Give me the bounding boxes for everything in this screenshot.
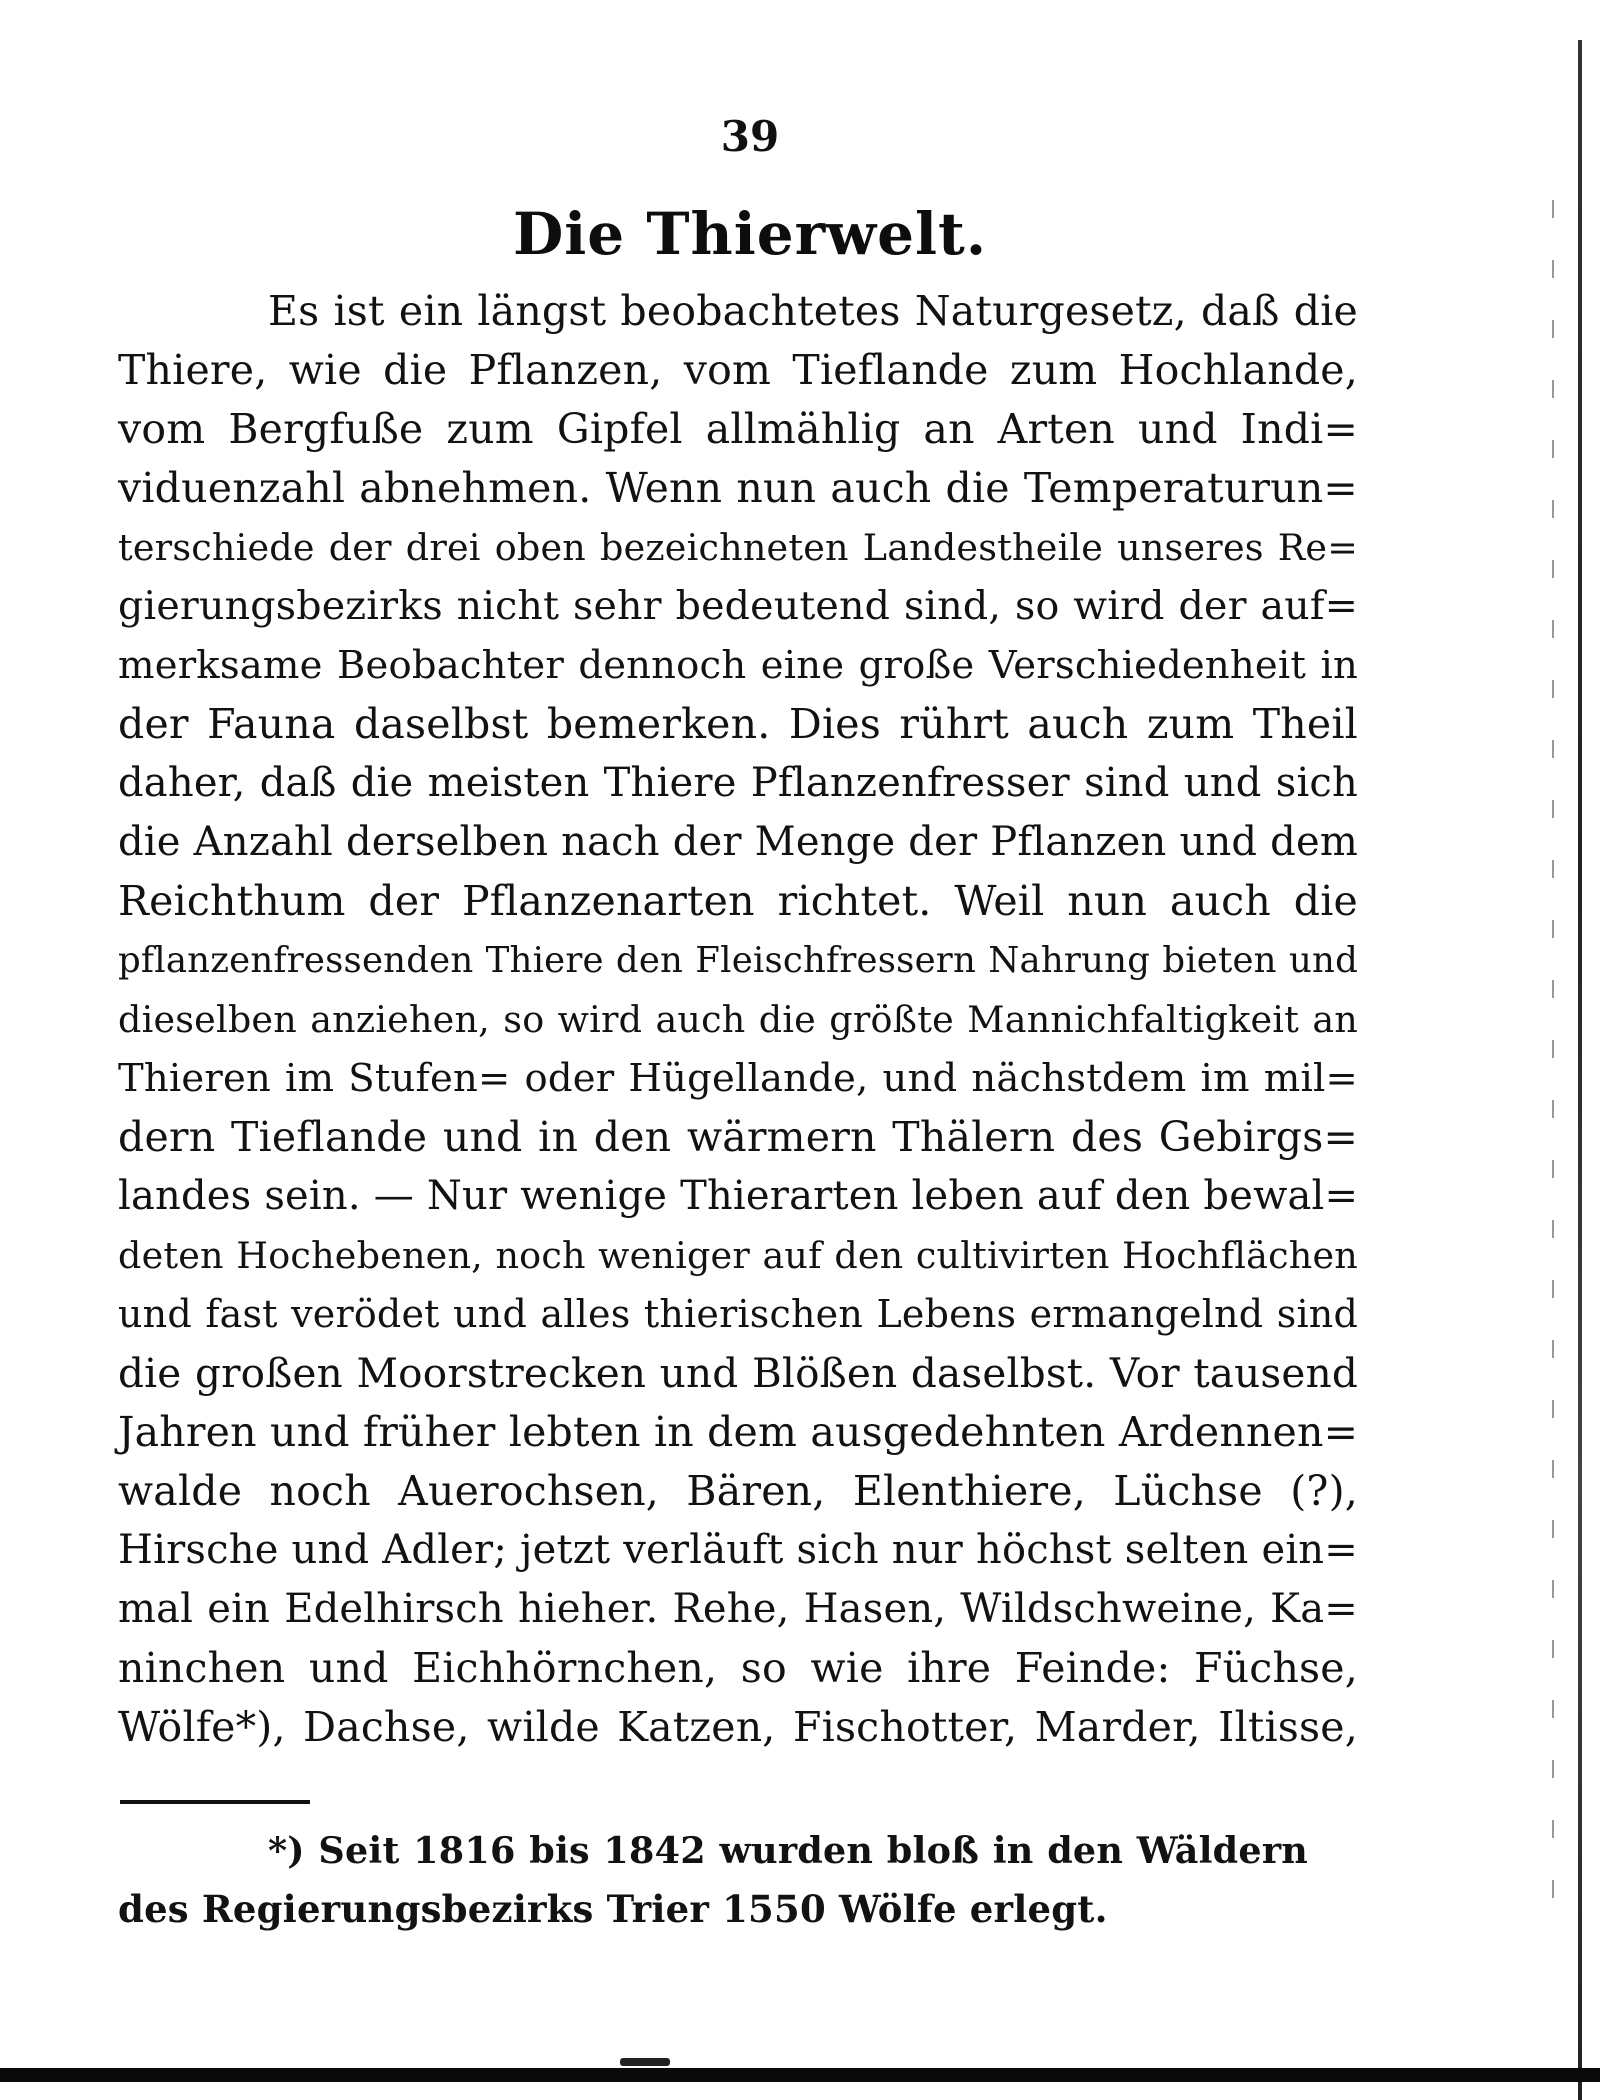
- scan-page-edge: [1578, 40, 1582, 2100]
- text-line: walde noch Auerochsen, Bären, Elenthiere, Lüchse (?),: [118, 1467, 1358, 1515]
- text-line: dieselben anziehen, so wird auch die größte Mannichfaltigkeit an: [118, 998, 1358, 1041]
- text-line: Reichthum der Pflanzenarten richtet. Weil nun auch die: [118, 877, 1358, 925]
- text-line: ninchen und Eichhörnchen, so wie ihre Feinde: Füchse,: [118, 1644, 1358, 1692]
- text-line: Thiere, wie die Pflanzen, vom Tieflande zum Hochlande,: [118, 346, 1358, 394]
- text-line: landes sein. — Nur wenige Thierarten leben auf den bewal=: [118, 1173, 1359, 1219]
- text-line: gierungsbezirks nicht sehr bedeutend sind, so wird der auf=: [118, 583, 1358, 629]
- scan-bottom-edge: [0, 2068, 1600, 2082]
- text-line: die großen Moorstrecken und Blößen daselbst. Vor tausend: [118, 1349, 1358, 1397]
- footnote: [118, 1822, 1308, 1938]
- text-line: Hirsche und Adler; jetzt verläuft sich nur höchst selten ein=: [118, 1527, 1358, 1573]
- text-line: Wölfe*), Dachse, wilde Katzen, Fischotter, Marder, Iltisse,: [118, 1703, 1358, 1751]
- text-line: viduenzahl abnehmen. Wenn nun auch die Temperaturun=: [118, 464, 1358, 512]
- text-line: pflanzenfressenden Thiere den Fleischfressern Nahrung bieten und: [118, 940, 1358, 981]
- footnote-line: *) Seit 1816 bis 1842 wurden bloß in den Wäldern: [268, 1829, 1308, 1872]
- text-line: vom Bergfuße zum Gipfel allmählig an Arten und Indi=: [118, 405, 1358, 453]
- text-line: merksame Beobachter dennoch eine große Verschiedenheit in: [118, 643, 1358, 688]
- text-line: dern Tieflande und in den wärmern Thälern des Gebirgs=: [118, 1113, 1358, 1161]
- page-number: 39: [720, 112, 780, 161]
- body-text: [118, 282, 1358, 1757]
- text-line: daher, daß die meisten Thiere Pflanzenfresser sind und sich: [118, 760, 1358, 806]
- scan-edge-mark: [1552, 200, 1554, 1900]
- text-line: der Fauna daselbst bemerken. Dies rührt auch zum Theil: [118, 700, 1358, 748]
- text-line: die Anzahl derselben nach der Menge der Pflanzen und dem: [118, 819, 1358, 865]
- text-line: Thieren im Stufen= oder Hügellande, und nächstdem im mil=: [118, 1056, 1358, 1101]
- scan-speck: [620, 2058, 670, 2066]
- text-line: mal ein Edelhirsch hieher. Rehe, Hasen, Wildschweine, Ka=: [118, 1586, 1358, 1632]
- text-line: terschiede der drei oben bezeichneten Landestheile unseres Re=: [118, 526, 1358, 569]
- text-line: deten Hochebenen, noch weniger auf den cultivirten Hochflächen: [118, 1234, 1358, 1277]
- footnote-divider: [120, 1800, 310, 1804]
- footnote-line: des Regierungsbezirks Trier 1550 Wölfe erlegt.: [118, 1887, 1108, 1931]
- text-line: Jahren und früher lebten in dem ausgedehnten Ardennen=: [118, 1408, 1359, 1456]
- page-title: Die Thierwelt.: [512, 200, 988, 268]
- text-line: Es ist ein längst beobachtetes Naturgesetz, daß die: [268, 287, 1358, 335]
- text-line: und fast verödet und alles thierischen Lebens ermangelnd sind: [118, 1292, 1358, 1336]
